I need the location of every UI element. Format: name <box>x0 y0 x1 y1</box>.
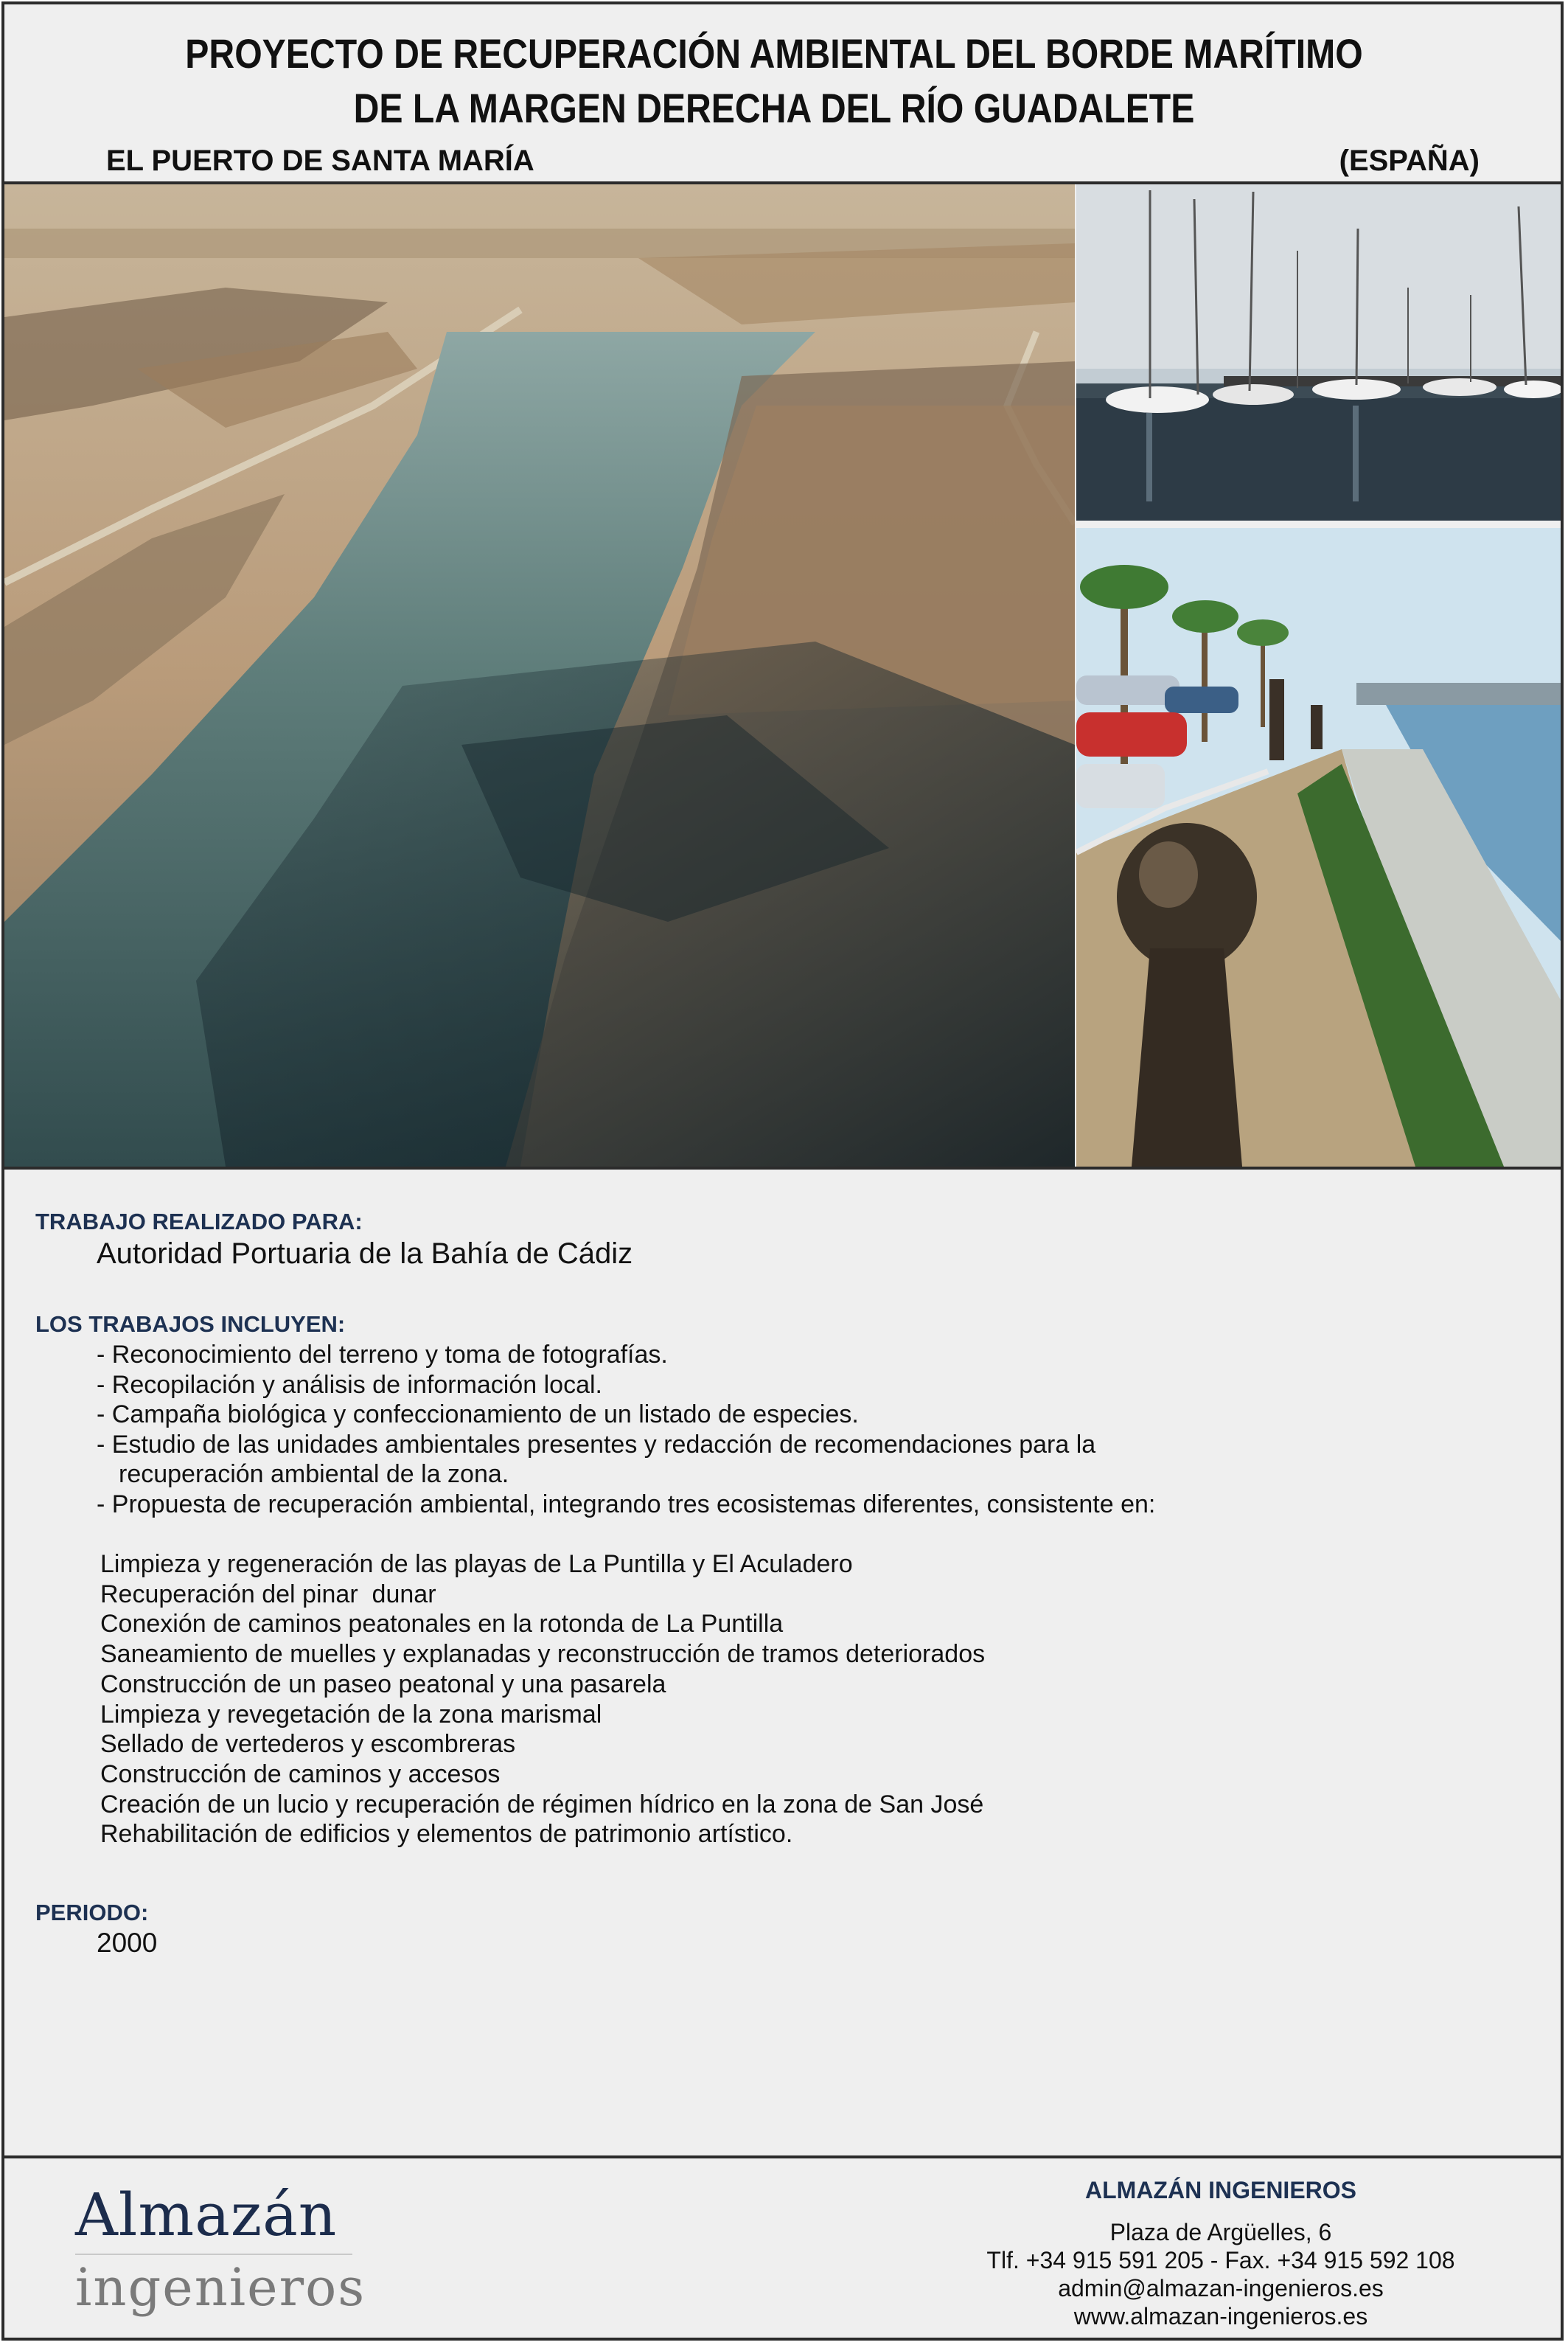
period-value: 2000 <box>97 1928 158 1958</box>
photos-divider <box>4 1167 1561 1170</box>
location-city: EL PUERTO DE SANTA MARÍA <box>106 145 534 177</box>
location-country: (ESPAÑA) <box>1339 145 1480 177</box>
client-label: TRABAJO REALIZADO PARA: <box>35 1209 363 1234</box>
proposal-action-item: Recuperación del pinar dunar <box>100 1580 436 1608</box>
company-phone-fax: Tlf. +34 915 591 205 - Fax. +34 915 592 108 <box>986 2247 1455 2273</box>
proposal-action-item: Limpieza y regeneración de las playas de La Puntilla y El Aculadero <box>100 1550 853 1578</box>
marina-sailboats-photo <box>1076 184 1561 521</box>
logo-wordmark-bottom: ingenieros <box>75 2257 366 2318</box>
company-address: Plaza de Argüelles, 6 <box>1109 2219 1332 2245</box>
logo-divider <box>75 2254 352 2255</box>
proposal-action-list <box>100 1549 985 1849</box>
period-label: PERIODO: <box>35 1900 149 1925</box>
project-sheet <box>1 1 1564 2341</box>
title-line-2: DE LA MARGEN DERECHA DEL RÍO GUADALETE <box>353 85 1195 131</box>
proposal-action-item: Construcción de caminos y accesos <box>100 1759 501 1788</box>
company-name: ALMAZÁN INGENIEROS <box>1085 2177 1356 2203</box>
company-website-link[interactable]: www.almazan-ingenieros.es <box>1073 2303 1368 2330</box>
proposal-action-item: Conexión de caminos peatonales en la rotonda de La Puntilla <box>100 1610 784 1639</box>
task-list <box>97 1340 1155 1519</box>
proposal-action-item: Sellado de vertederos y escombreras <box>100 1730 516 1759</box>
proposal-action-item: Limpieza y revegetación de la zona marismal <box>100 1700 602 1729</box>
title-line-1: PROYECTO DE RECUPERACIÓN AMBIENTAL DEL BORDE MARÍTIMO <box>185 30 1363 77</box>
works-label: LOS TRABAJOS INCLUYEN: <box>35 1311 346 1337</box>
client-name: Autoridad Portuaria de la Bahía de Cádiz <box>97 1237 633 1270</box>
contact-block <box>933 2175 1508 2330</box>
proposal-action-item: Construcción de un paseo peatonal y una pasarela <box>100 1670 666 1698</box>
company-email-link[interactable]: admin@almazan-ingenieros.es <box>1058 2275 1384 2301</box>
task-item: - Campaña biológica y confeccionamiento de un listado de especies. <box>97 1400 859 1428</box>
waterfront-promenade-bollard-photo <box>1076 528 1561 1167</box>
footer-divider <box>4 2155 1561 2158</box>
proposal-action-item: Saneamiento de muelles y explanadas y reconstrucción de tramos deteriorados <box>100 1640 986 1669</box>
task-item: - Estudio de las unidades ambientales presentes y redacción de recomendaciones para la recuperación ambiental de la zona. <box>97 1430 1096 1488</box>
task-item: - Recopilación y análisis de información local. <box>97 1370 602 1399</box>
proposal-action-item: Rehabilitación de edificios y elementos de patrimonio artístico. <box>100 1820 793 1849</box>
company-logo <box>75 2180 366 2318</box>
project-title <box>112 27 1436 136</box>
task-item: - Propuesta de recuperación ambiental, integrando tres ecosistemas diferentes, consistente en: <box>97 1490 1156 1518</box>
logo-wordmark-top: Almazán <box>75 2181 338 2249</box>
task-item: - Reconocimiento del terreno y toma de fotografías. <box>97 1341 668 1369</box>
proposal-action-item: Creación de un lucio y recuperación de régimen hídrico en la zona de San José <box>100 1790 984 1818</box>
river-estuary-aerial-photo <box>4 184 1075 1167</box>
